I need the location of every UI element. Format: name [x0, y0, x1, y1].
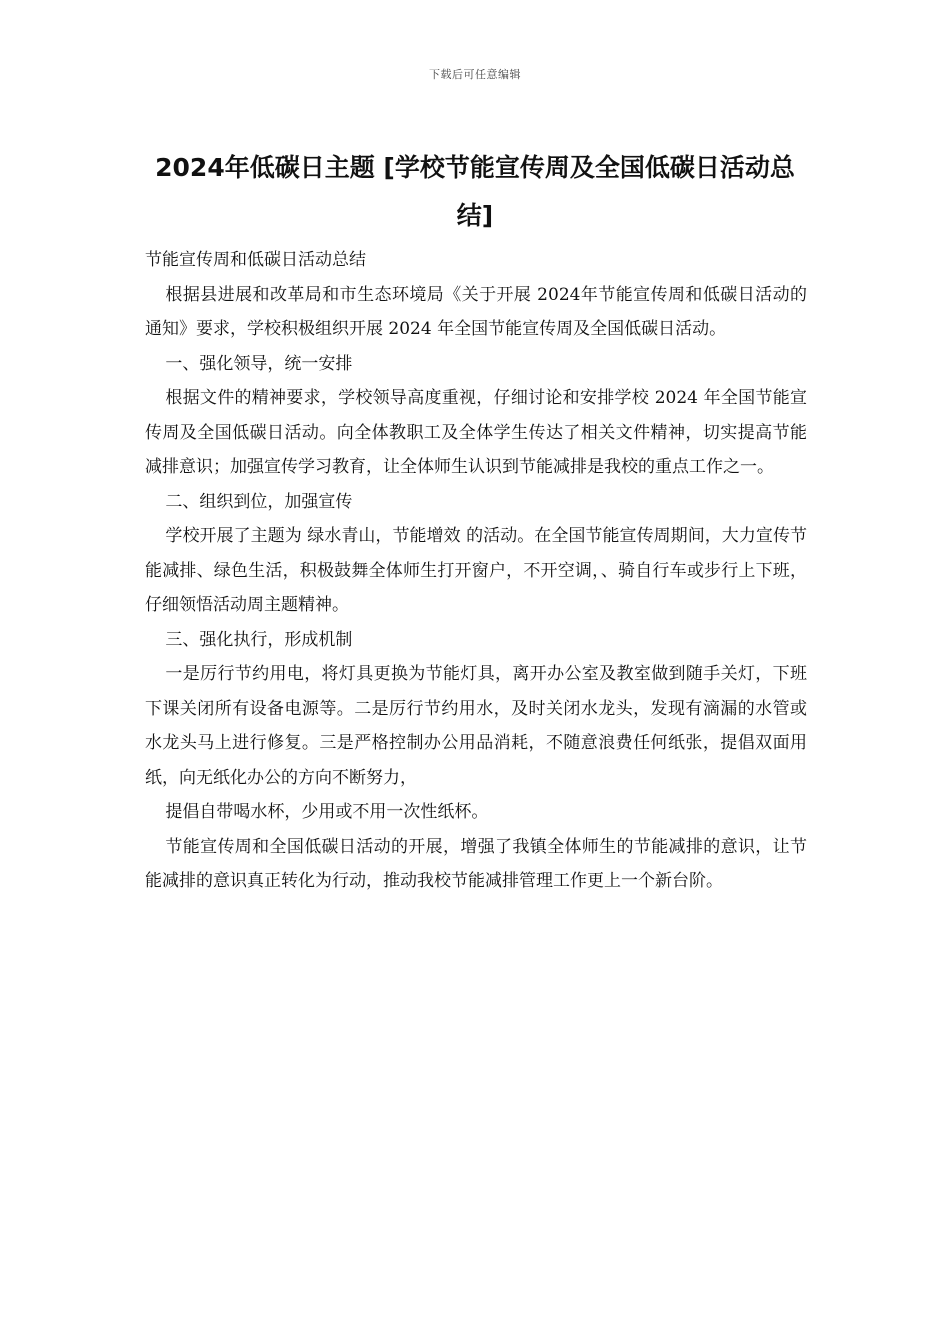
document-body — [145, 243, 807, 899]
section-1-paragraph: 根据文件的精神要求，学校领导高度重视，仔细讨论和安排学校 2024 年全国节能宣传周及全国低碳日活动。向全体教职工及全体学生传达了相关文件精神，切实提高节能减排意识；加强宣传学习教育，让全体师生认识到节能减排是我校的重点工作之一。 — [145, 388, 807, 477]
intro-paragraph: 根据县进展和改革局和市生态环境局《关于开展 2024年节能宣传周和低碳日活动的通知》要求，学校积极组织开展 2024 年全国节能宣传周及全国低碳日活动。 — [145, 284, 807, 339]
section-heading-2: 二、组织到位，加强宣传 — [165, 491, 353, 512]
section-heading-3: 三、强化执行，形成机制 — [165, 629, 353, 650]
conclusion-paragraph: 节能宣传周和全国低碳日活动的开展，增强了我镇全体师生的节能减排的意识，让节能减排的意识真正转化为行动，推动我校节能减排管理工作更上一个新台阶。 — [145, 836, 807, 891]
section-2-paragraph: 学校开展了主题为 绿水青山，节能增效 的活动。在全国节能宣传周期间，大力宣传节能减排、绿色生活，积极鼓舞全体师生打开窗户，不开空调，、骑自行车或步行上下班，仔细领悟活动周主题精神。 — [145, 526, 807, 615]
header-note: 下载后可任意编辑 — [429, 68, 521, 81]
section-heading-1: 一、强化领导，统一安排 — [165, 353, 353, 374]
section-3-continuation: 提倡自带喝水杯，少用或不用一次性纸杯。 — [165, 802, 489, 822]
document-title: 2024年低碳日主题 [学校节能宣传周及全国低碳日活动总结] — [155, 153, 795, 230]
section-3-paragraph: 一是厉行节约用电，将灯具更换为节能灯具，离开办公室及教室做到随手关灯，下班下课关闭所有设备电源等。二是厉行节约用水，及时关闭水龙头，发现有滴漏的水管或水龙头马上进行修复。三是严格控制办公用品消耗，不随意浪费任何纸张，提倡双面用纸，向无纸化办公的方向不断努力， — [145, 664, 807, 788]
summary-subtitle: 节能宣传周和低碳日活动总结 — [145, 250, 366, 270]
